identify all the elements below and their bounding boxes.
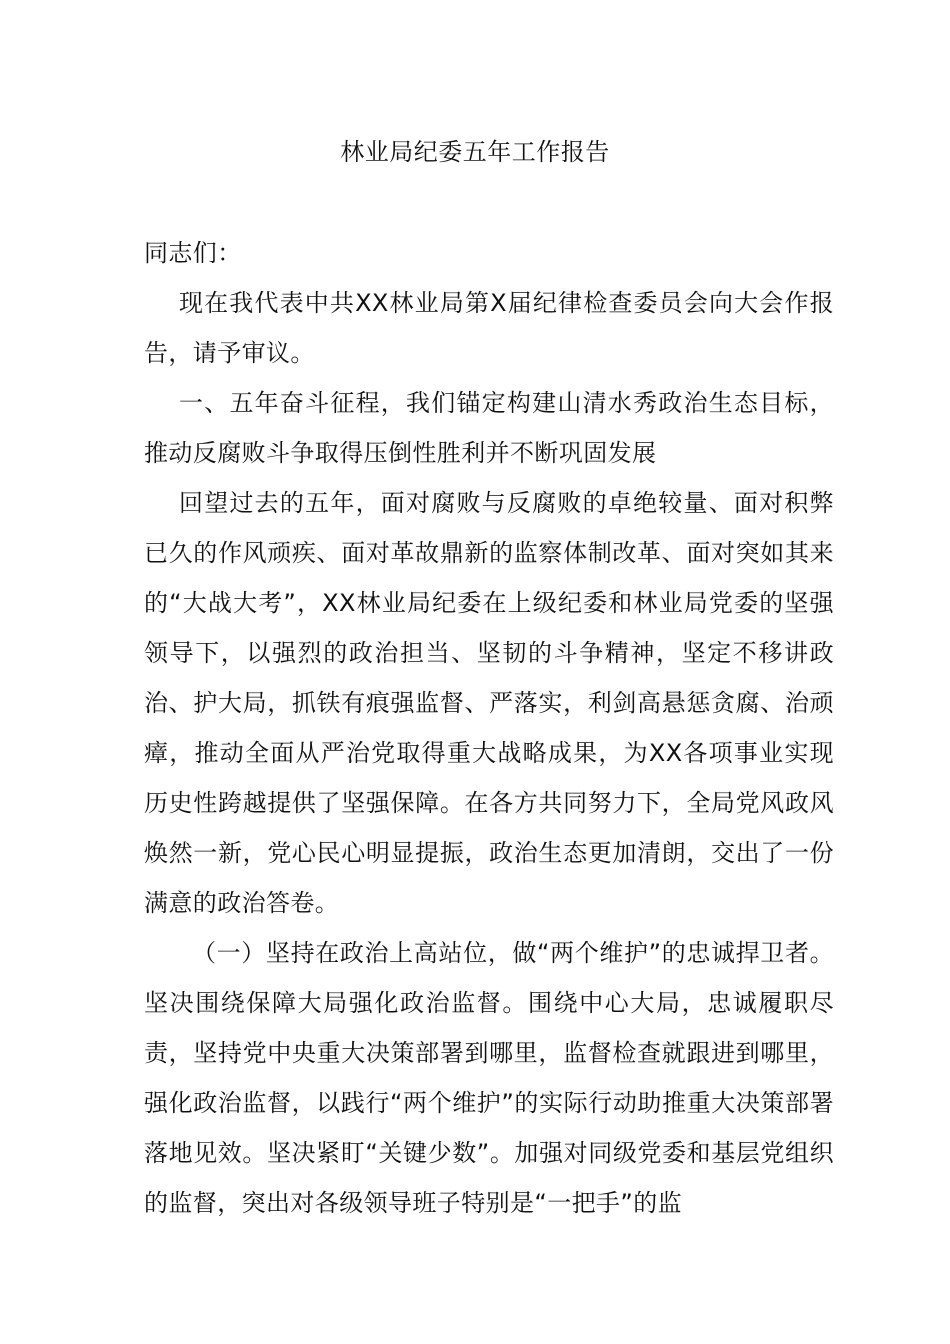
paragraph-intro: 现在我代表中共XX林业局第X届纪律检查委员会向大会作报告，请予审议。 xyxy=(144,289,834,367)
paragraph-review: 回望过去的五年，面对腐败与反腐败的卓绝较量、面对积弊已久的作风顽疾、面对革故鼎新的监察体制改革、面对突如其来的“大战大考”，XX林业局纪委在上级纪委和林业局党委的坚强领导下，以强烈的政治担当、坚韧的斗争精神，坚定不移讲政治、护大局，抓铁有痕强监督、严落实，利剑高悬惩贪腐、治顽瘴，推动全面从严治党取得重大战略成果，为XX各项事业实现历史性跨越提供了坚强保障。在各方共同努力下，全局党风政风焕然一新，党心民心明显提振，政治生态更加清朗，交出了一份满意的政治答卷。 xyxy=(144,489,834,917)
document-body xyxy=(144,228,834,1228)
document-title: 林业局纪委五年工作报告 xyxy=(340,138,610,166)
section-heading-1: 一、五年奋斗征程，我们锚定构建山清水秀政治生态目标，推动反腐败斗争取得压倒性胜利并不断巩固发展 xyxy=(144,389,834,467)
salutation: 同志们： xyxy=(144,239,242,267)
paragraph-subsection-1: （一）坚持在政治上高站位，做“两个维护”的忠诚捍卫者。坚决围绕保障大局强化政治监督。围绕中心大局，忠诚履职尽责，坚持党中央重大决策部署到哪里，监督检查就跟进到哪里，强化政治监督，以践行“两个维护”的实际行动助推重大决策部署落地见效。坚决紧盯“关键少数”。加强对同级党委和基层党组织的监督，突出对各级领导班子特别是“一把手”的监 xyxy=(144,939,834,1217)
